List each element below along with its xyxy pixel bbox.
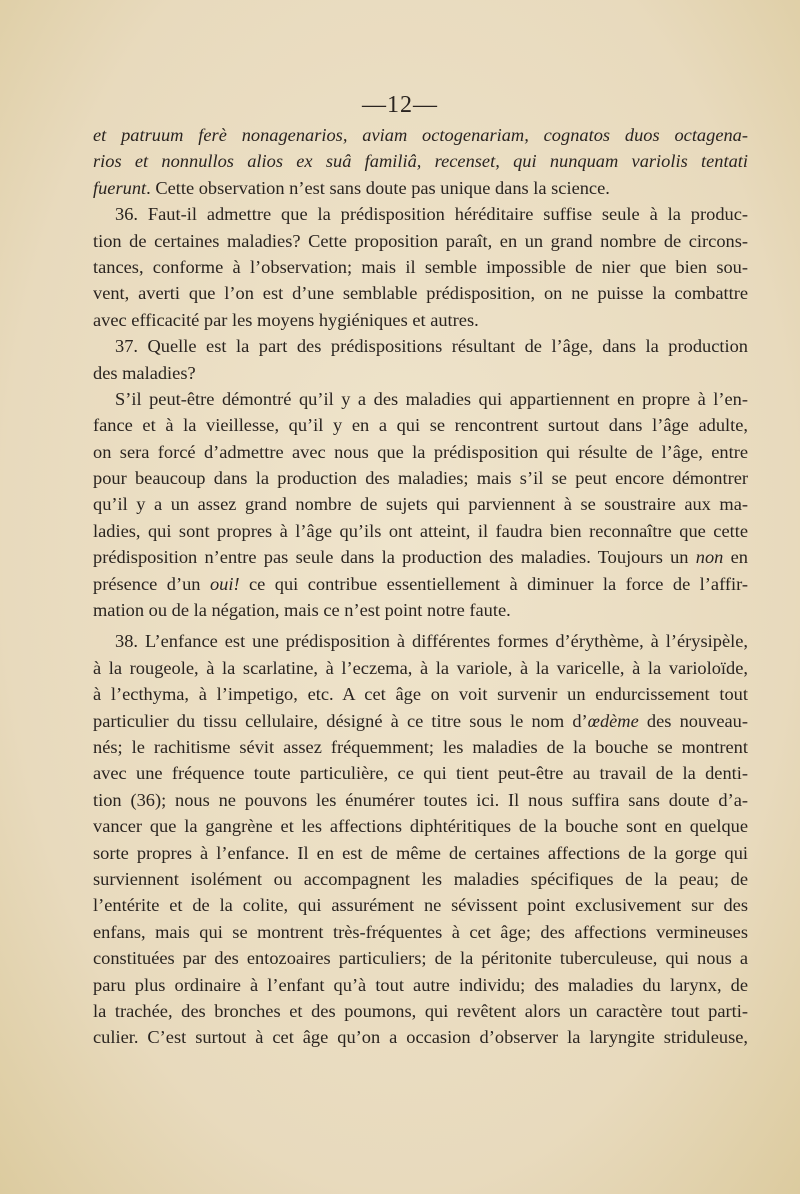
text-line: constituées par des entozoaires particuliers; de la péritonite tuberculeuse, qui nous a [93,948,748,969]
body-text [93,122,748,1051]
text-line: fance et à la vieillesse, qu’il y en a qui se rencontrent surtout dans l’âge adulte, [93,415,748,436]
text-line: l’entérite et de la colite, qui assurément ne sévissent point exclusivement sur des [93,895,748,916]
text-line: surviennent isolément ou accompagnent les maladies spécifiques de la peau; de [93,868,748,889]
text-line: des maladies? [93,362,196,383]
text-line: on sera forcé d’admettre avec nous que la prédisposition qui résulte de l’âge, entre [93,441,748,462]
text-line: culier. C’est surtout à cet âge qu’on a occasion d’observer la laryngite striduleuse, [93,1027,748,1048]
text-line: S’il peut-être démontré qu’il y a des maladies qui appartiennent en propre à l’en- [115,388,748,409]
text-line: 38. L’enfance est une prédisposition à différentes formes d’érythème, à l’érysipèle, [115,631,748,652]
text-line: 37. Quelle est la part des prédispositions résultant de l’âge, dans la production [115,336,748,357]
text-line: sorte propres à l’enfance. Il en est de même de certaines affections de la gorge qui [93,842,748,863]
text-line: avec une fréquence toute particulière, ce qui tient peut-être au travail de la denti- [93,763,748,784]
text-line: avec efficacité par les moyens hygiéniques et autres. [93,309,479,330]
text-line: rios et nonnullos alios ex suâ familiâ, recenset, qui nunquam variolis tentati [93,151,748,172]
text-line: nés; le rachitisme sévit assez fréquemment; les maladies de la bouche se montrent [93,736,748,757]
text-line: 36. Faut-il admettre que la prédisposition héréditaire suffise seule à la produc- [115,204,748,225]
text-line: tion (36); nous ne pouvons les énumérer toutes ici. Il nous suffira sans doute d’a- [93,789,748,810]
text-line: particulier du tissu cellulaire, désigné à ce titre sous le nom d’œdème des nouveau- [93,710,748,731]
text-line: tances, conforme à l’observation; mais il semble impossible de nier que bien sou- [93,256,748,277]
text-line: vancer que la gangrène et les affections diphtéritiques de la bouche sont en quelque [93,816,748,837]
text-line: vent, averti que l’on est d’une semblable prédisposition, on ne puisse la combattre [93,283,748,304]
text-line: à la rougeole, à la scarlatine, à l’eczema, à la variole, à la varicelle, à la varioloïde, [93,657,748,678]
text-line: la trachée, des bronches et des poumons, qui revêtent alors un caractère tout parti- [93,1000,748,1021]
text-line: mation ou de la négation, mais ce n’est point notre faute. [93,600,511,621]
text-line: à l’ecthyma, à l’impetigo, etc. A cet âge on voit survenir un endurcissement tout [93,684,748,705]
text-line: ladies, qui sont propres à l’âge qu’ils ont atteint, il faudra bien reconnaître que cette [93,520,748,541]
text-line: et patruum ferè nonagenarios, aviam octogenariam, cognatos duos octagena- [93,125,748,145]
text-line: qu’il y a un assez grand nombre de sujets qui parviennent à se soustraire aux ma- [93,494,748,515]
page-number: —12— [362,92,438,118]
text-line: présence d’un oui! ce qui contribue essentiellement à diminuer la force de l’affir- [93,573,748,594]
text-line: enfans, mais qui se montrent très-fréquentes à cet âge; des affections vermineuses [93,921,748,942]
text-line: tion de certaines maladies? Cette proposition paraît, en un grand nombre de circons- [93,230,748,251]
text-line: fuerunt. Cette observation n’est sans doute pas unique dans la science. [93,177,610,198]
text-line: paru plus ordinaire à l’enfant qu’à tout autre individu; des maladies du larynx, de [93,974,748,995]
text-line: prédisposition n’entre pas seule dans la production des maladies. Toujours un non en [93,547,748,568]
text-line: pour beaucoup dans la production des maladies; mais s’il se peut encore démontrer [93,468,748,489]
